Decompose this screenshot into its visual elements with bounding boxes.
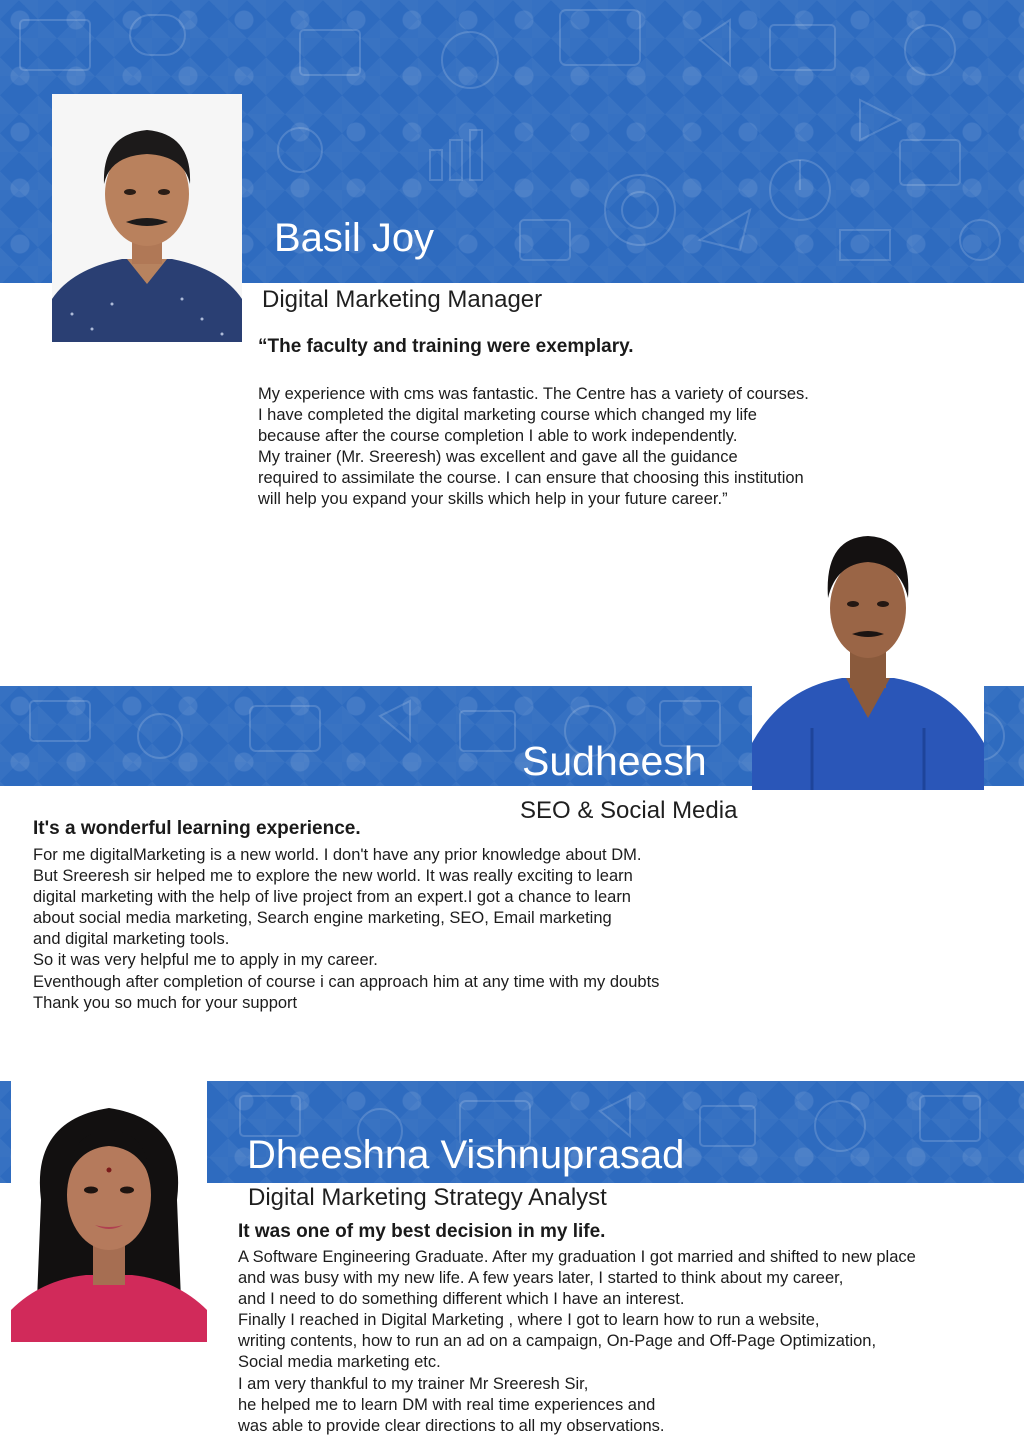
- testimonial-line: Finally I reached in Digital Marketing , where I got to learn how to run a website,: [238, 1311, 820, 1330]
- testimonial-line: required to assimilate the course. I can ensure that choosing this institution: [258, 469, 804, 488]
- testimonial-line: was able to provide clear directions to all my observations.: [238, 1416, 665, 1435]
- testimonial-body: [33, 845, 659, 1014]
- testimonial-body: [258, 384, 809, 511]
- testimonial-line: and digital marketing tools.: [33, 930, 230, 949]
- testimonial-headline: It was one of my best decision in my life.: [238, 1221, 606, 1242]
- testimonial-line: I have completed the digital marketing course which changed my life: [258, 406, 757, 425]
- testimonial-line: and I need to do something different which I have an interest.: [238, 1290, 685, 1309]
- testimonial-line: A Software Engineering Graduate. After my graduation I got married and shifted to new place: [238, 1248, 916, 1266]
- testimonial-line: writing contents, how to run an ad on a campaign, On-Page and Off-Page Optimization,: [238, 1332, 877, 1351]
- testimonial-line: I am very thankful to my trainer Mr Sreeresh Sir,: [238, 1374, 589, 1393]
- testimonial-line: because after the course completion I able to work independently.: [258, 427, 738, 446]
- profile-name: Sudheesh: [522, 738, 707, 784]
- testimonial-line: But Sreeresh sir helped me to explore the new world. It was really exciting to learn: [33, 867, 633, 886]
- testimonial-headline: It's a wonderful learning experience.: [33, 818, 361, 839]
- testimonial-line: My trainer (Mr. Sreeresh) was excellent and gave all the guidance: [258, 448, 738, 467]
- testimonial-headline: “The faculty and training were exemplary.: [258, 336, 634, 357]
- profile-name: Dheeshna Vishnuprasad: [247, 1133, 685, 1177]
- profile-role: Digital Marketing Strategy Analyst: [248, 1184, 607, 1211]
- testimonial-line: My experience with cms was fantastic. The Centre has a variety of courses.: [258, 385, 809, 403]
- profile-role: Digital Marketing Manager: [262, 286, 543, 313]
- testimonial-body: [238, 1247, 916, 1437]
- dheeshna-photo: [11, 1080, 207, 1342]
- sudheesh-photo: [752, 528, 984, 790]
- testimonial-line: he helped me to learn DM with real time experiences and: [238, 1395, 656, 1414]
- testimonial-line: For me digitalMarketing is a new world. I don't have any prior knowledge about DM.: [33, 846, 642, 864]
- testimonial-line: will help you expand your skills which help in your future career.”: [258, 490, 728, 509]
- testimonial-line: and was busy with my new life. A few years later, I started to think about my career,: [238, 1269, 844, 1288]
- testimonial-line: So it was very helpful me to apply in my career.: [33, 951, 378, 970]
- testimonial-line: Social media marketing etc.: [238, 1353, 441, 1372]
- basil-joy-photo: [52, 94, 242, 342]
- testimonial-line: digital marketing with the help of live project from an expert.I got a chance to learn: [33, 888, 631, 907]
- testimonial-line: Eventhough after completion of course i can approach him at any time with my doubts: [33, 972, 660, 991]
- profile-role: SEO & Social Media: [520, 797, 738, 824]
- testimonial-line: about social media marketing, Search engine marketing, SEO, Email marketing: [33, 909, 612, 928]
- testimonial-line: Thank you so much for your support: [33, 993, 298, 1012]
- profile-name: Basil Joy: [274, 216, 435, 260]
